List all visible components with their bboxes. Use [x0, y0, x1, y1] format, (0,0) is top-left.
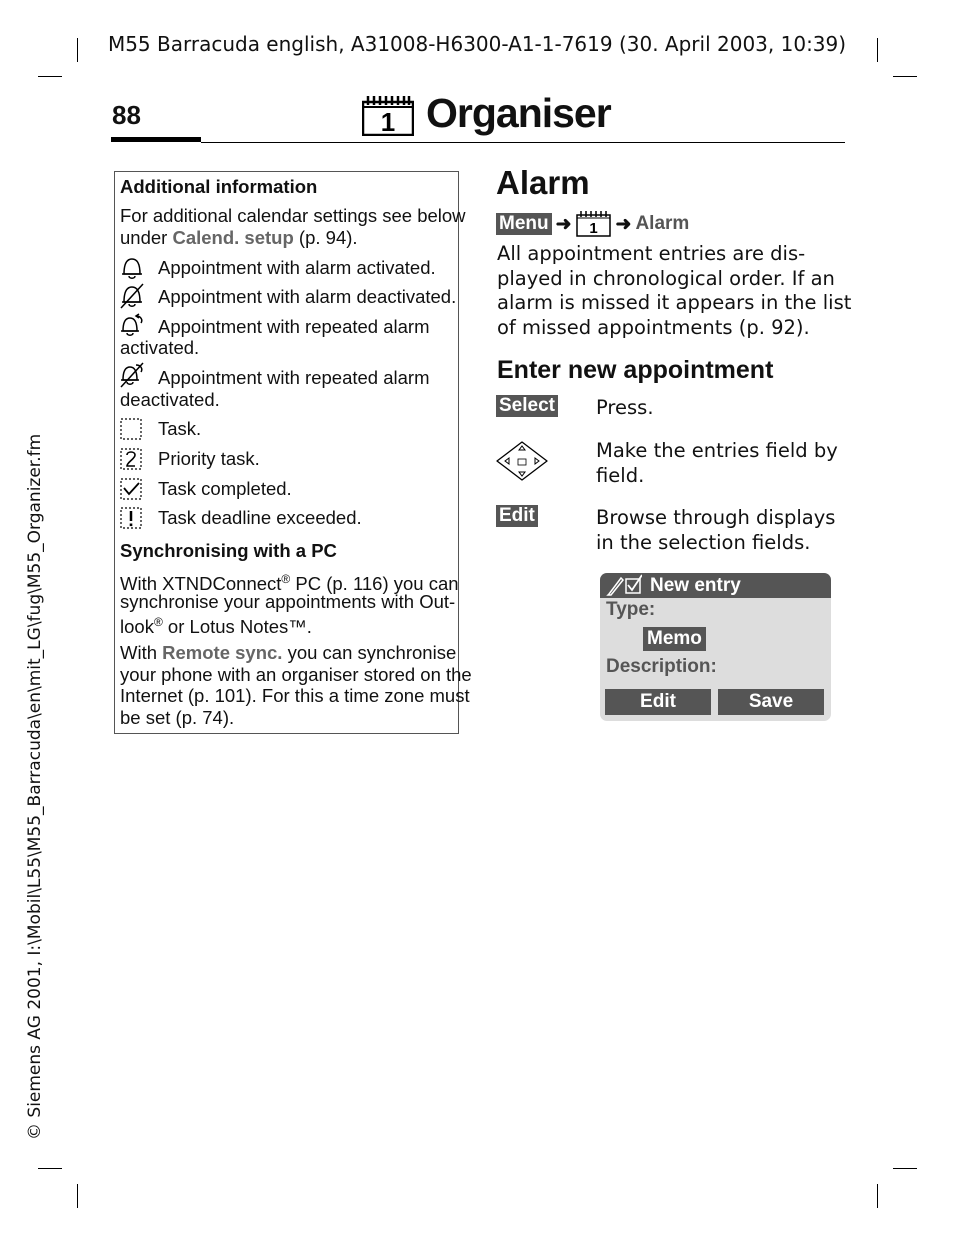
- alarm-body: [497, 242, 851, 340]
- screen-title: New entry: [650, 575, 741, 596]
- edit-softkey[interactable]: Edit: [605, 689, 711, 715]
- calendar-icon-label: 1: [588, 220, 598, 237]
- calendar-icon: [576, 211, 612, 237]
- new-entry-icon: [606, 574, 642, 596]
- sync-text: PC (p. 116) you can: [290, 573, 459, 595]
- body-line: of missed appointments (p. 92).: [497, 315, 810, 339]
- alarm-heading: Alarm: [496, 164, 590, 201]
- registered-mark: ®: [281, 572, 291, 586]
- step-line: Make the entries field by: [596, 439, 838, 462]
- icon-desc: Task.: [158, 418, 202, 439]
- screen-title-bar: [600, 573, 831, 598]
- step-text: Press.: [596, 396, 654, 419]
- header-rule: [201, 142, 845, 143]
- intro-text: under: [120, 227, 173, 248]
- alarm-menu-item: Alarm: [635, 213, 690, 234]
- task-deadline-icon: [119, 506, 145, 532]
- infobox-intro-line2: [120, 227, 358, 249]
- infobox-title: Additional information: [120, 176, 318, 197]
- page-number: 88: [112, 100, 141, 130]
- calend-setup-link[interactable]: Calend. setup: [172, 227, 294, 248]
- remote-sync-link[interactable]: Remote sync.: [162, 642, 283, 663]
- calendar-icon-label: 1: [380, 107, 396, 136]
- icon-desc: Appointment with alarm deactivated.: [158, 286, 457, 307]
- step-text: [596, 439, 838, 488]
- sync-text: With XTNDConnect: [120, 573, 282, 595]
- sync-p2-line2: your phone with an organiser stored on the: [120, 664, 472, 685]
- bell-icon: [119, 255, 145, 281]
- edit-key-label: Edit: [496, 505, 538, 527]
- select-key-label: Select: [496, 395, 558, 417]
- calendar-icon: [362, 96, 414, 136]
- sync-p2-line1: [120, 642, 456, 664]
- arrow-icon: ➜: [555, 213, 572, 235]
- type-value[interactable]: Memo: [643, 627, 706, 651]
- select-key: [496, 395, 558, 417]
- icon-desc: Appointment with alarm activated.: [158, 257, 436, 278]
- running-header: M55 Barracuda english, A31008-H6300-A1-1-7619 (30. April 2003, 10:39): [107, 32, 847, 56]
- crop-mark: [38, 76, 62, 77]
- step-line: in the selection fields.: [596, 530, 811, 554]
- icon-desc: Appointment with repeated alarm: [158, 316, 430, 337]
- registered-mark: ®: [153, 615, 163, 629]
- bell-crossed-icon: [119, 283, 145, 309]
- priority-task-icon: [119, 447, 145, 473]
- type-label: Type:: [606, 599, 656, 620]
- sync-text: look: [120, 616, 154, 638]
- body-line: alarm is missed it appears in the list: [497, 291, 852, 314]
- sync-text: you can synchronise: [282, 642, 457, 663]
- description-label: Description:: [606, 656, 717, 677]
- sync-text: or Lotus Notes™.: [162, 616, 312, 638]
- menu-path: [496, 212, 689, 236]
- infobox-intro-line1: For additional calendar settings see below: [120, 205, 466, 226]
- body-line: played in chronological order. If an: [497, 266, 835, 290]
- sync-p2-line4: be set (p. 74).: [120, 707, 235, 728]
- icon-desc: Task deadline exceeded.: [158, 507, 362, 528]
- icon-desc: Task completed.: [158, 478, 292, 499]
- menu-key: Menu: [496, 213, 552, 235]
- body-line: All appointment entries are dis-: [497, 242, 806, 265]
- sidebar-file-path: © Siemens AG 2001, I:\Mobil\L55\M55_Barracuda\en\mit_LG\fug\M55_Organizer.fm: [25, 433, 45, 1140]
- phone-screen: [600, 573, 831, 721]
- sync-p1-line3: [120, 612, 312, 638]
- crop-mark: [893, 1168, 917, 1169]
- save-softkey[interactable]: Save: [718, 689, 824, 715]
- bell-repeat-icon: [119, 313, 145, 339]
- step-line: Browse through displays: [596, 506, 836, 529]
- navigation-key-icon: [495, 440, 549, 482]
- bell-repeat-crossed-icon: [119, 362, 145, 388]
- sync-p1-line2: synchronise your appointments with Out-: [120, 591, 456, 612]
- sync-title: Synchronising with a PC: [120, 540, 337, 561]
- task-completed-icon: [119, 477, 145, 503]
- page-number-underline: [111, 137, 201, 142]
- crop-mark: [38, 1168, 62, 1169]
- step-text: [596, 506, 835, 555]
- chapter-title: Organiser: [426, 90, 611, 136]
- icon-desc: Priority task.: [158, 448, 260, 469]
- task-icon: [119, 417, 145, 443]
- crop-mark: [893, 76, 917, 77]
- intro-text: (p. 94).: [293, 227, 358, 248]
- crop-mark: [77, 1184, 78, 1208]
- icon-desc-cont: activated.: [120, 337, 200, 358]
- icon-desc-cont: deactivated.: [120, 389, 220, 410]
- crop-mark: [877, 1184, 878, 1208]
- sync-text: With: [120, 642, 163, 663]
- enter-new-appointment-heading: Enter new appointment: [497, 356, 774, 384]
- icon-desc: Appointment with repeated alarm: [158, 367, 430, 388]
- arrow-icon: ➜: [615, 213, 632, 235]
- step-line: field.: [596, 463, 645, 487]
- sync-p2-line3: Internet (p. 101). For this a time zone must: [120, 685, 470, 706]
- edit-key: [496, 505, 538, 527]
